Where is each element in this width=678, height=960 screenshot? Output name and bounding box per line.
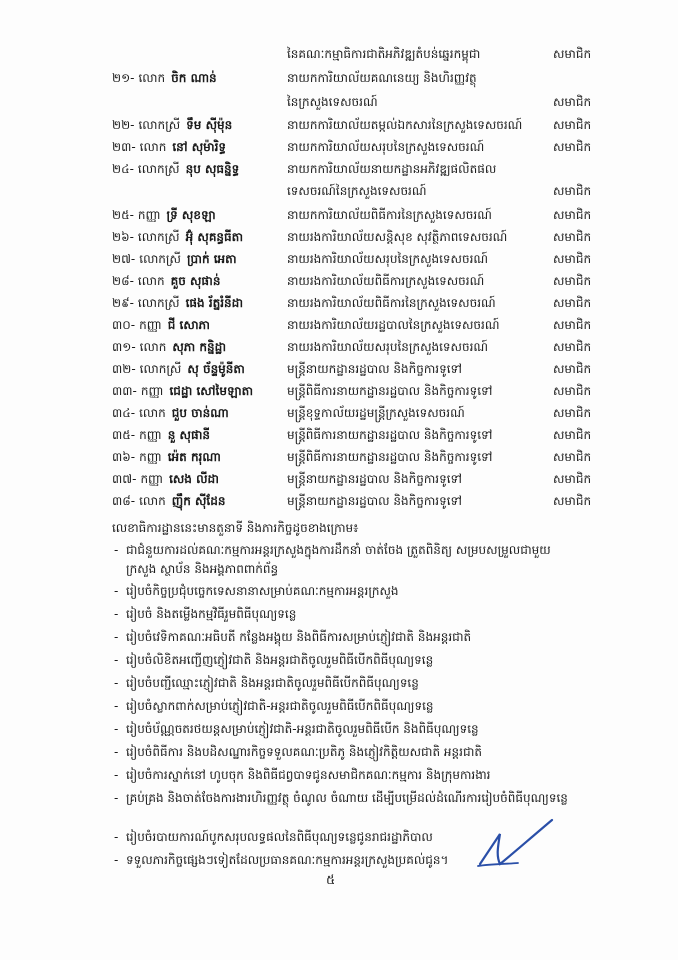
member-role: សមាជិក <box>553 406 592 420</box>
member-role: សមាជិក <box>553 47 592 61</box>
member-name: ផេង រ័ត្នរំនីដា <box>185 296 244 310</box>
member-row <box>0 294 678 313</box>
member-position: នាយកការិយាល័យនាយកដ្ឋានអភិវឌ្ឍផលិតផល <box>287 162 497 176</box>
duties-heading: លេខាធិការដ្ឋាននេះមានតួនាទី និងភារកិច្ចដូចខាងក្រោម៖ <box>112 521 359 535</box>
member-title: លោកស្រី <box>139 252 181 266</box>
member-role: សមាជិក <box>553 296 592 310</box>
member-number: ២៦- <box>112 230 134 244</box>
member-row <box>0 160 678 179</box>
member-name: សុភា កន្និដ្ឋា <box>172 340 227 354</box>
member-name: អ៉េត ករុណា <box>167 450 221 464</box>
duty-item: - ជាជំនួយការដល់គណៈកម្មការអន្តរក្រសួងក្នុងការដឹកនាំ ចាត់ចែង ត្រួតពិនិត្យ សម្របសម្រួលជាមួយក្រសួង ស្ថាប័ន និងអង្គភាពពាក់ព័ន្ធ <box>114 541 569 579</box>
member-role: សមាជិក <box>553 384 592 398</box>
member-title: លោក <box>139 406 166 420</box>
member-position: នាយរងការិយាល័យរដ្ឋបាលនៃក្រសួងទេសចរណ៍ <box>287 318 500 332</box>
member-position: មន្ត្រីពិធីការនាយកដ្ឋានរដ្ឋបាល និងកិច្ចការទូទៅ <box>287 450 493 464</box>
member-role: សមាជិក <box>553 362 592 376</box>
duty-text: គ្រប់គ្រង និងចាត់ចែងការងារហិរញ្ញវត្ថុ ចំណូល ចំណាយ ដើម្បីបម្រើដល់ដំណើរការរៀបចំពិធីបុណ្យទន្លេ <box>126 791 568 805</box>
duty-text: រៀបចំលិខិតអញ្ជើញភ្ញៀវជាតិ និងអន្តរជាតិចូលរួមពិធីបើកពិធីបុណ្យទន្លេ <box>126 653 434 667</box>
member-number: ២៤- <box>112 162 134 176</box>
member-role: សមាជិក <box>553 450 592 464</box>
member-number: ៣៨- <box>112 494 136 508</box>
member-title: កញ្ញា <box>140 384 164 398</box>
member-title: លោក <box>137 274 165 288</box>
member-role: សមាជិក <box>553 494 592 508</box>
duty-text: រៀបចំប័ណ្ណចតរថយន្តសម្រាប់ភ្ញៀវជាតិ-អន្តរជាតិចូលរួមពិធីបើក និងពិធីបុណ្យទន្លេ <box>126 722 479 736</box>
member-title: កញ្ញា <box>139 318 162 332</box>
member-name: នុប សុធន្និទ្ធ <box>185 162 240 176</box>
member-title: កញ្ញា <box>137 208 161 222</box>
member-row <box>0 116 678 135</box>
member-name: ទ្រី សុខឡា <box>166 208 216 222</box>
member-name: នួ សុផានី <box>167 428 210 442</box>
member-number: ២១- <box>112 71 135 85</box>
member-number: ៣៦- <box>112 450 136 464</box>
member-title: លោកស្រី <box>137 162 180 176</box>
member-role: សមាជិក <box>553 95 592 109</box>
member-name: ទឹម ស៊ីម៉ុន <box>186 118 233 132</box>
member-row <box>0 338 678 357</box>
member-title: លោក <box>138 71 166 85</box>
member-role: សមាជិក <box>553 472 592 486</box>
member-position: មន្ត្រីខុទ្ទកាល័យរដ្ឋមន្ត្រីក្រសួងទេសចរណ៍ <box>287 406 465 420</box>
duty-text: រៀបចំស្លាកពាក់សម្រាប់ភ្ញៀវជាតិ-អន្តរជាតិចូលរួមពិធីបើកពិធីបុណ្យទន្លេ <box>126 699 434 713</box>
member-role: សមាជិក <box>553 274 592 288</box>
member-title: លោកស្រី <box>137 296 180 310</box>
member-name: ប្រាក់ អេតា <box>186 252 237 266</box>
member-title: កញ្ញា <box>140 472 164 486</box>
member-title: លោក <box>139 340 167 354</box>
member-title: លោក <box>139 140 167 154</box>
duty-text: រៀបចំពិធីការ និងបដិសណ្ឋារកិច្ចទទួលគណៈប្រតិភូ និងភ្ញៀវកិត្តិយសជាតិ អន្តរជាតិ <box>126 745 483 759</box>
member-number: ២៥- <box>112 208 134 222</box>
member-position: មន្ត្រីពិធីការនាយកដ្ឋានរដ្ឋបាល និងកិច្ចការទូទៅ <box>287 428 493 442</box>
member-name: គួច សុផាន់ <box>170 274 221 288</box>
member-row <box>0 404 678 423</box>
member-name: សុ ច័ន្ទម៉ូនីតា <box>187 362 245 376</box>
member-number: ៣៤- <box>112 406 136 420</box>
member-title: លោក <box>139 494 166 508</box>
member-role: សមាជិក <box>553 230 592 244</box>
member-position: នាយរងការិយាល័យសរុបនៃក្រសួងទេសចរណ៍ <box>287 252 489 266</box>
duty-text: រៀបចំវេទិកាគណៈអធិបតី កន្លែងអង្គុយ និងពិធីការសម្រាប់ភ្ញៀវជាតិ និងអន្តរជាតិ <box>126 630 472 644</box>
member-title: លោកស្រី <box>137 230 180 244</box>
member-position: ទេសចរណ៍នៃក្រសួងទេសចរណ៍ <box>287 184 427 198</box>
member-position: នាយកការិយាល័យសរុបនៃក្រសួងទេសចរណ៍ <box>287 140 485 154</box>
member-row <box>0 250 678 269</box>
member-number: ៣០- <box>112 318 136 332</box>
member-row <box>0 272 678 291</box>
member-position: នាយកការិយាល័យគណនេយ្យ និងហិរញ្ញវត្ថុ <box>287 71 477 85</box>
duty-text: ទទួលភារកិច្ចផ្សេងៗទៀតដែលប្រធានគណៈកម្មការអន្តរក្រសួងប្រគល់ជូន។ <box>126 853 449 867</box>
member-role: សមាជិក <box>553 340 592 354</box>
member-row <box>0 426 678 445</box>
member-position: នាយកការិយាល័យតម្កល់ឯកសារនៃក្រសួងទេសចរណ៍ <box>287 118 523 132</box>
member-row <box>0 382 678 401</box>
member-row <box>0 448 678 467</box>
member-name: នៅ សុម៉ារិទ្ធ <box>172 140 227 154</box>
duty-text: រៀបចំ និងតម្លើងកម្មវិធីរួមពិធីបុណ្យទន្លេ <box>126 607 297 621</box>
member-row <box>0 69 678 88</box>
member-position: នៃក្រសួងទេសចរណ៍ <box>287 95 378 109</box>
member-position: នាយរងការិយាល័យពិធីការក្រសួងទេសចរណ៍ <box>287 274 485 288</box>
member-name: ជេដ្ឋា សៅមៃឡាតា <box>169 384 254 398</box>
member-position: នៃគណៈកម្មាធិការជាតិអភិវឌ្ឍតំបន់ឆ្នេរកម្ពុជា <box>287 47 481 61</box>
member-name: ជី សោភា <box>167 318 210 332</box>
document-page: នៃគណៈកម្មាធិការជាតិអភិវឌ្ឍតំបន់ឆ្នេរកម្ពុជា សមាជិក ២១- លោក ចិក ណាន់ នាយកការិយាល័យគណនេយ្យ និងហិរញ្ញវត្ថុ នៃក្រសួងទេសចរណ៍ សមាជិក ២២- លោកស្រី ទឹម ស៊ីម៉ុន នាយកការិយាល័យតម្កល់ឯកសារនៃក្រសួងទេសចរណ៍ សមាជិក ២៣- លោក នៅ សុម៉ារិទ្ធ នាយកការិយាល័យសរុបនៃក្រសួងទេសចរណ៍ សមាជិក ២៤- លោកស្រី នុប សុធន្និទ្ធ នាយកការិយាល័យនាយកដ្ឋានអភិវឌ្ឍផលិតផល ទេសចរណ៍នៃក្រសួងទេសចរណ៍ សមាជិក ២៥- កញ្ញា ទ្រី សុខឡា នាយកការិយាល័យពិធីការនៃក្រសួងទេសចរណ៍ សមាជិក ២៦- លោកស្រី អ៊ុំ សុគន្ធធីតា នាយរងការិយាល័យសន្តិសុខ សុវត្ថិភាពទេសចរណ៍ សមាជិក ២៧- លោកស្រី ប្រាក់ អេតា នាយរងការិយាល័យសរុបនៃក្រសួងទេសចរណ៍ សមាជិក ២៨- លោក គួច សុផាន់ នាយរងការិយាល័យពិធីការក្រសួងទេសចរណ៍ សមាជិក ២៩- លោកស្រី ផេង រ័ត្នរំនីដា នាយរងការិយាល័យពិធីការនៃក្រសួងទេសចរណ៍ សមាជិក ៣០- កញ្ញា ជី សោភា នាយរងការិយាល័យរដ្ឋបាលនៃក្រសួងទេសចរណ៍ សមាជិក ៣១- លោក សុភា កន្និដ្ឋា នាយរងការិយាល័យសរុបនៃក្រសួងទេសចរណ៍ សមាជិក ៣២- លោកស្រី សុ ច័ន្ទម៉ូនីតា មន្ត្រីនាយកដ្ឋានរដ្ឋបាល និងកិច្ចការទូទៅ សមាជិក ៣៣- កញ្ញា ជេដ្ឋា សៅមៃឡាតា មន្ត្រីពិធីការនាយកដ្ឋានរដ្ឋបាល និងកិច្ចការទូទៅ សមាជិក ៣៤- លោក ជួប ចាន់ណា មន្ត្រីខុទ្ទកាល័យរដ្ឋមន្ត្រីក្រសួងទេសចរណ៍ សមាជិក ៣៥- កញ្ញា នួ សុផានី មន្ត្រីពិធីការនាយកដ្ឋានរដ្ឋបាល និងកិច្ចការទូទៅ សមាជិក ៣៦- កញ្ញា អ៉េត ករុណា មន្ត្រីពិធីការនាយកដ្ឋានរដ្ឋបាល និងកិច្ចការទូទៅ សមាជិក ៣៧- កញ្ញា សេង លីដា មន្ត្រីនាយកដ្ឋានរដ្ឋបាល និងកិច្ចការទូទៅ សមាជិក ៣៨- លោក ញ៉ឹក ស៊ីដែន មន្ត្រីនាយកដ្ឋានរដ្ឋបាល និងកិច្ចការទូទៅ សមាជិក លេខាធិការដ្ឋាននេះមានតួនាទី និងភារកិច្ចដូចខាងក្រោម៖ - ជាជំនួយការដល់គណៈកម្មការអន្តរក្រសួងក្នុងការដឹកនាំ ចាត់ចែង ត្រួតពិនិត្យ សម្របសម្រួលជាមួយក្រសួង ស្ថាប័ន និងអង្គភាពពាក់ព័ន្ធ - រៀបចំកិច្ចប្រជុំបច្ចេកទេសនានាសម្រាប់គណៈកម្មការអន្តរក្រសួង - រៀបចំ និងតម្លើងកម្មវិធីរួមពិធីបុណ្យទន្លេ - រៀបចំវេទិកាគណៈអធិបតី កន្លែងអង្គុយ និងពិធីការសម្រាប់ភ្ញៀវជាតិ និងអន្តរជាតិ - រៀបចំលិខិតអញ្ជើញភ្ញៀវជាតិ និងអន្តរជាតិចូលរួមពិធីបើកពិធីបុណ្យទន្លេ - រៀបចំបញ្ជីឈ្មោះភ្ញៀវជាតិ និងអន្តរជាតិចូលរួមពិធីបើកពិធីបុណ្យទន្លេ - រៀបចំស្លាកពាក់សម្រាប់ភ្ញៀវជាតិ-អន្តរជាតិចូលរួមពិធីបើកពិធីបុណ្យទន្លេ - រៀបចំប័ណ្ណចតរថយន្តសម្រាប់ភ្ញៀវជាតិ-អន្តរជាតិចូលរួមពិធីបើក និងពិធីបុណ្យទន្លេ - រៀបចំពិធីការ និងបដិសណ្ឋារកិច្ចទទួលគណៈប្រតិភូ និងភ្ញៀវកិត្តិយសជាតិ អន្តរជាតិ - រៀបចំការស្នាក់នៅ ហូបចុក និងពិធីជព្វបាទជូនសមាជិកគណៈកម្មការ និងក្រុមការងារ - គ្រប់គ្រង និងចាត់ចែងការងារហិរញ្ញវត្ថុ ចំណូល ចំណាយ ដើម្បីបម្រើដល់ដំណើរការរៀបចំពិធីបុណ្យទន្លេ - រៀបចំរបាយការណ៍បូកសរុបលទ្ធផលនៃពិធីបុណ្យទន្លេជូនរាជរដ្ឋាភិបាល - ទទួលភារកិច្ចផ្សេងៗទៀតដែលប្រធានគណៈកម្មការអន្តរក្រសួងប្រគល់ជូន។ ៥ <box>0 0 678 960</box>
member-number: ២៧- <box>112 252 136 266</box>
member-role: សមាជិក <box>553 252 592 266</box>
member-title: លោកស្រី <box>139 362 182 376</box>
member-position: មន្ត្រីនាយកដ្ឋានរដ្ឋបាល និងកិច្ចការទូទៅ <box>287 494 462 508</box>
member-role: សមាជិក <box>553 118 592 132</box>
member-row <box>0 138 678 157</box>
member-row <box>0 470 678 489</box>
member-position: នាយរងការិយាល័យសន្តិសុខ សុវត្ថិភាពទេសចរណ៍ <box>287 230 508 244</box>
member-number: ២៩- <box>112 296 134 310</box>
member-role: សមាជិក <box>553 208 592 222</box>
member-role: សមាជិក <box>553 428 592 442</box>
member-row <box>0 206 678 225</box>
duty-text: រៀបចំបញ្ជីឈ្មោះភ្ញៀវជាតិ និងអន្តរជាតិចូលរួមពិធីបើកពិធីបុណ្យទន្លេ <box>126 676 419 690</box>
member-row <box>0 45 678 64</box>
member-number: ៣២- <box>112 362 136 376</box>
member-title: កញ្ញា <box>139 428 162 442</box>
member-position: នាយរងការិយាល័យពិធីការនៃក្រសួងទេសចរណ៍ <box>287 296 496 310</box>
signature-mark <box>470 812 560 872</box>
member-position: មន្ត្រីពិធីការនាយកដ្ឋានរដ្ឋបាល និងកិច្ចការទូទៅ <box>287 384 493 398</box>
member-position: នាយកការិយាល័យពិធីការនៃក្រសួងទេសចរណ៍ <box>287 208 492 222</box>
member-name: ចិក ណាន់ <box>171 71 217 85</box>
duty-text: រៀបចំកិច្ចប្រជុំបច្ចេកទេសនានាសម្រាប់គណៈកម្មការអន្តរក្រសួង <box>126 584 399 598</box>
duty-text: រៀបចំរបាយការណ៍បូកសរុបលទ្ធផលនៃពិធីបុណ្យទន្លេជូនរាជរដ្ឋាភិបាល <box>126 830 433 844</box>
member-title: កញ្ញា <box>139 450 162 464</box>
member-position: មន្ត្រីនាយកដ្ឋានរដ្ឋបាល និងកិច្ចការទូទៅ <box>287 362 462 376</box>
member-role: សមាជិក <box>553 140 592 154</box>
member-position: នាយរងការិយាល័យសរុបនៃក្រសួងទេសចរណ៍ <box>287 340 489 354</box>
member-number: ៣៥- <box>112 428 136 442</box>
member-number: ២៨- <box>112 274 134 288</box>
member-title: លោកស្រី <box>138 118 181 132</box>
member-row <box>0 316 678 335</box>
member-number: ៣៣- <box>112 384 137 398</box>
member-row <box>0 360 678 379</box>
member-role: សមាជិក <box>553 184 592 198</box>
member-row <box>0 492 678 511</box>
duty-text: រៀបចំការស្នាក់នៅ ហូបចុក និងពិធីជព្វបាទជូនសមាជិកគណៈកម្មការ និងក្រុមការងារ <box>126 768 491 782</box>
member-number: ៣១- <box>112 340 136 354</box>
page-number: ៥ <box>326 873 336 888</box>
member-role: សមាជិក <box>553 318 592 332</box>
member-name: ញ៉ឹក ស៊ីដែន <box>171 494 226 508</box>
member-number: ២៣- <box>112 140 136 154</box>
member-row <box>0 93 678 112</box>
member-row <box>0 228 678 247</box>
member-row <box>0 182 678 201</box>
member-name: អ៊ុំ សុគន្ធធីតា <box>185 230 244 244</box>
member-name: សេង លីដា <box>169 472 219 486</box>
member-name: ជួប ចាន់ណា <box>171 406 229 420</box>
duty-text: ជាជំនួយការដល់គណៈកម្មការអន្តរក្រសួងក្នុងការដឹកនាំ ចាត់ចែង ត្រួតពិនិត្យ សម្របសម្រួលជាមួយក្រសួង ស្ថាប័ន និងអង្គភាពពាក់ព័ន្ធ <box>126 543 551 576</box>
member-number: ៣៧- <box>112 472 137 486</box>
member-position: មន្ត្រីនាយកដ្ឋានរដ្ឋបាល និងកិច្ចការទូទៅ <box>287 472 462 486</box>
member-number: ២២- <box>112 118 135 132</box>
